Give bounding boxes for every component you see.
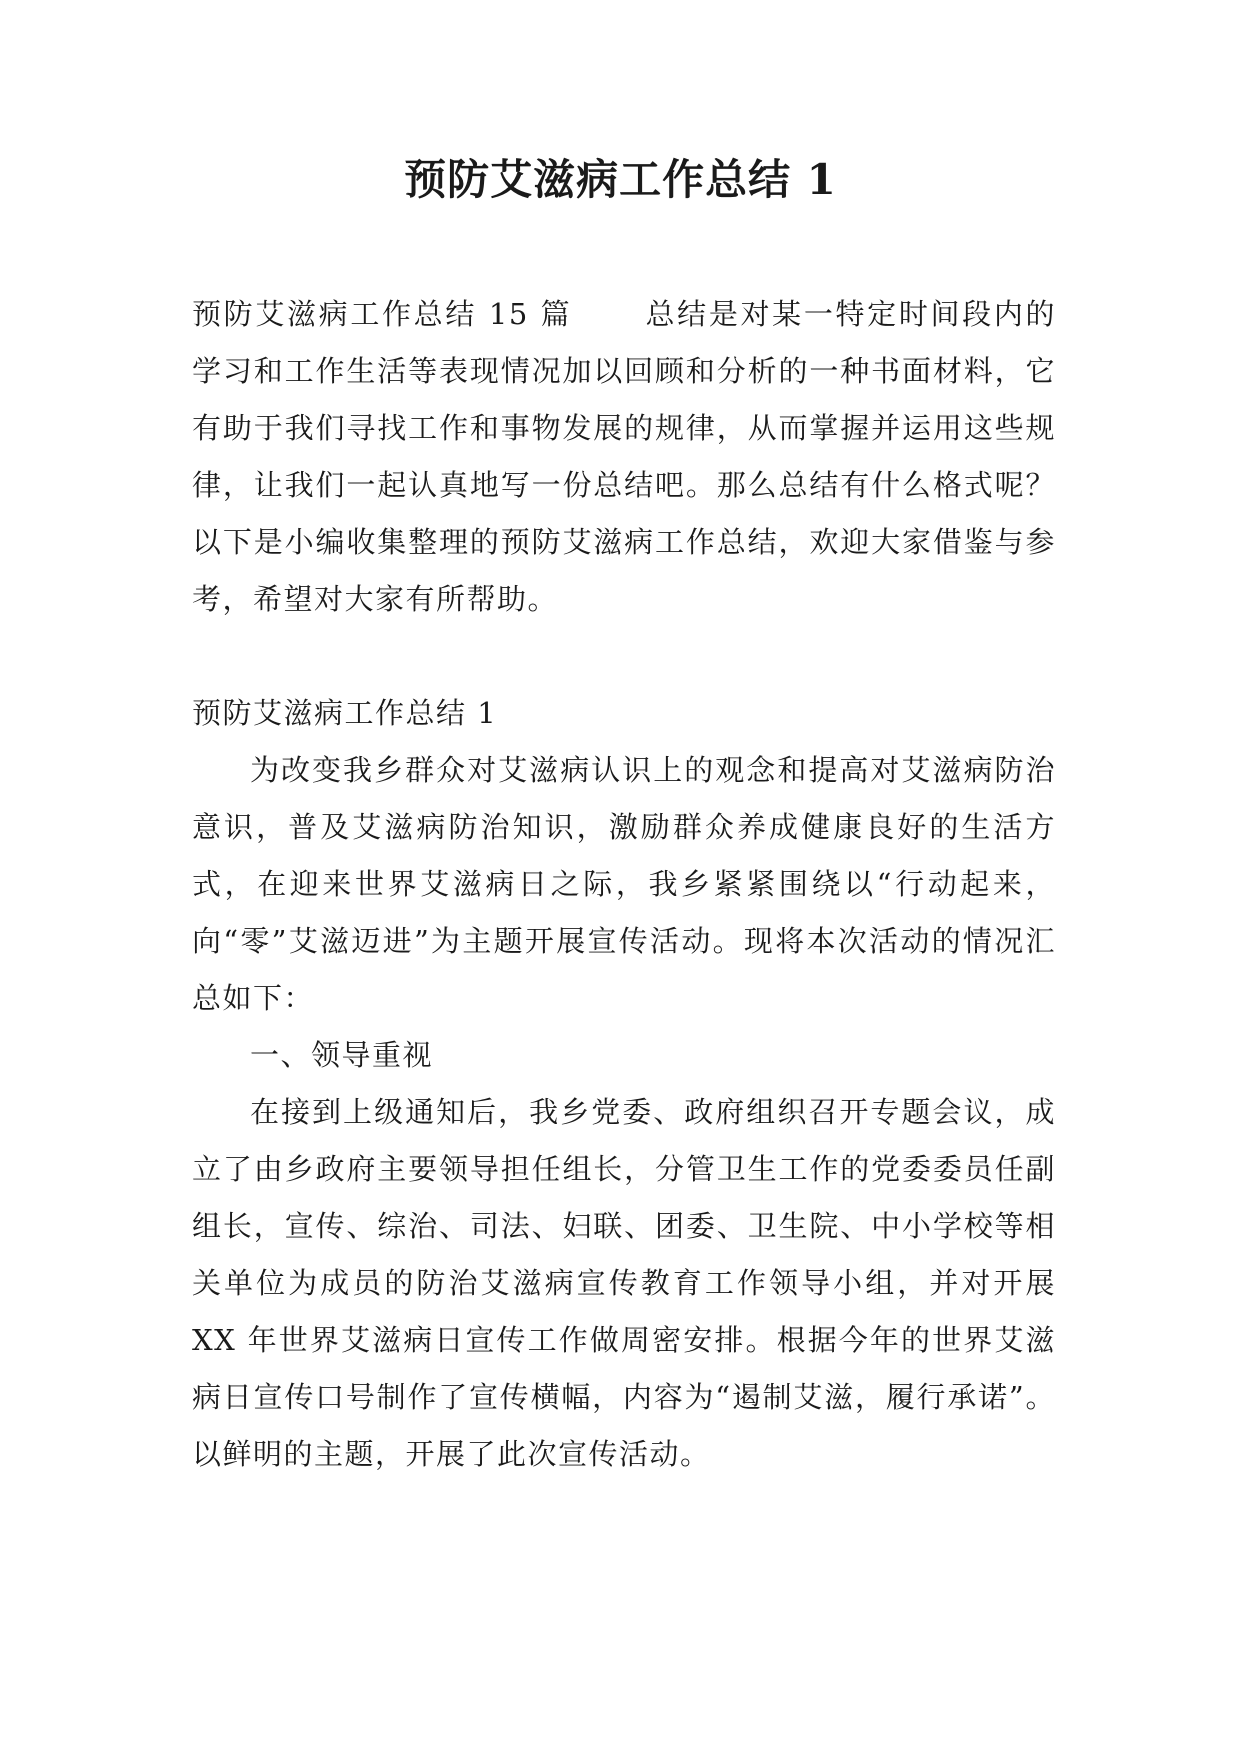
intro-lead: 预防艾滋病工作总结 15 篇: [192, 297, 573, 331]
section-heading: 预防艾滋病工作总结 1: [192, 696, 498, 730]
paragraph-1: 为改变我乡群众对艾滋病认识上的观念和提高对艾滋病防治意识，普及艾滋病防治知识，激励群众养成健康良好的生活方式，在迎来世界艾滋病日之际，我乡紧紧围绕以“行动起来，向“零”艾滋迈进”为主题开展宣传活动。现将本次活动的情况汇总如下：: [192, 753, 1056, 1015]
section-gap: [192, 628, 1056, 685]
paragraph-2: 在接到上级通知后，我乡党委、政府组织召开专题会议，成立了由乡政府主要领导担任组长，分管卫生工作的党委委员任副组长，宣传、综治、司法、妇联、团委、卫生院、中小学校等相关单位为成员的防治艾滋病宣传教育工作领导小组，并对开展 XX 年世界艾滋病日宣传工作做周密安排。根据今年的世界艾滋病日宣传口号制作了宣传横幅，内容为“遏制艾滋，履行承诺”。以鲜明的主题，开展了此次宣传活动。: [192, 1095, 1056, 1471]
intro-text: 总结是对某一特定时间段内的学习和工作生活等表现情况加以回顾和分析的一种书面材料，它有助于我们寻找工作和事物发展的规律，从而掌握并运用这些规律，让我们一起认真地写一份总结吧。那么总结有什么格式呢？以下是小编收集整理的预防艾滋病工作总结，欢迎大家借鉴与参考，希望对大家有所帮助。: [192, 297, 1056, 616]
subheading-1: 一、领导重视: [250, 1038, 434, 1072]
document-title: 预防艾滋病工作总结 1: [404, 155, 837, 204]
document-body: [192, 286, 1056, 1483]
intro-paragraph: [192, 286, 1056, 628]
